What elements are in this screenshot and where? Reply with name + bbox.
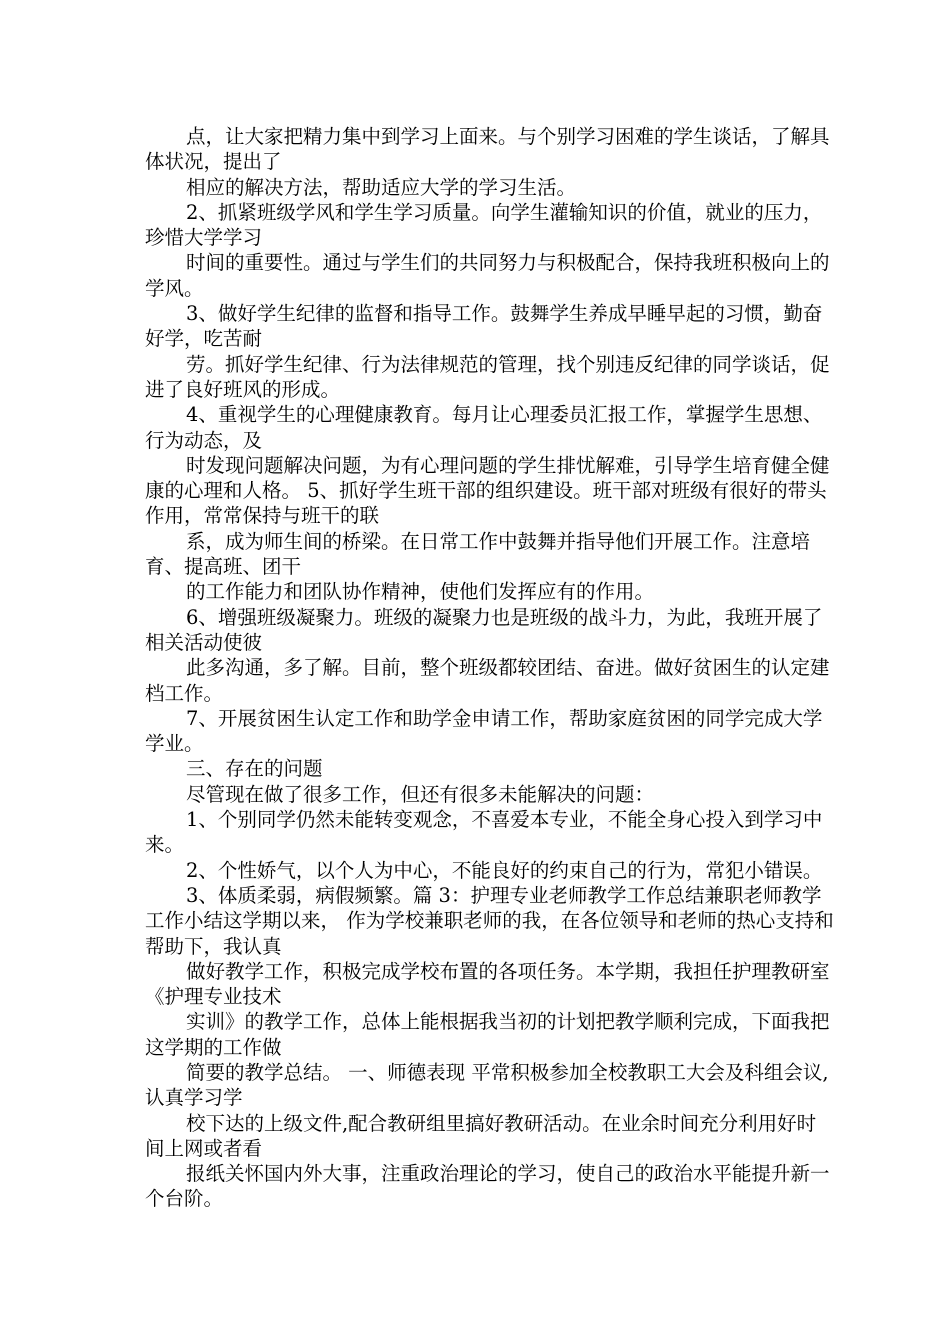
paragraph: 相应的解决方法，帮助适应大学的学习生活。: [185, 175, 576, 199]
paragraph: 6、增强班级凝聚力。班级的凝聚力也是班级的战斗力，为此，我班开展了相关活动使彼: [145, 605, 823, 654]
paragraph: 时间的重要性。通过与学生们的共同努力与积极配合，保持我班积极向上的学风。: [145, 251, 830, 300]
paragraph: 4、重视学生的心理健康教育。每月让心理委员汇报工作，掌握学生思想、行为动态，及: [145, 403, 823, 452]
paragraph: 此多沟通，多了解。目前，整个班级都较团结、奋进。做好贫困生的认定建档工作。: [145, 656, 830, 705]
paragraph: 实训》的教学工作，总体上能根据我当初的计划把教学顺利完成，下面我把这学期的工作做: [145, 1010, 830, 1059]
paragraph: 2、个性娇气，以个人为中心，不能良好的约束自己的行为，常犯小错误。: [185, 858, 823, 882]
paragraph: 3、体质柔弱，病假频繁。篇 3：护理专业老师教学工作总结兼职老师教学工作小结这学期以来， 作为学校兼职老师的我，在各位领导和老师的热心支持和帮助下，我认真: [145, 883, 834, 958]
paragraph: 7、开展贫困生认定工作和助学金申请工作，帮助家庭贫困的同学完成大学 学业。: [145, 706, 823, 756]
paragraph: 做好教学工作，积极完成学校布置的各项任务。本学期，我担任护理教研室《护理专业技术: [145, 959, 830, 1009]
paragraph: 校下达的上级文件,配合教研组里搞好教研活动。在业余时间充分利用好时间上网或者看: [145, 1111, 817, 1160]
paragraph: 劳。抓好学生纪律、行为法律规范的管理，找个别违反纪律的同学谈话，促进了良好班风的形成。: [145, 352, 830, 401]
paragraph: 点，让大家把精力集中到学习上面来。与个别学习困难的学生谈话，了解具体状况，提出了: [145, 125, 830, 174]
paragraph: 的工作能力和团队协作精神，使他们发挥应有的作用。: [185, 580, 654, 604]
paragraph: 简要的教学总结。 一、师德表现 平常积极参加全校教职工大会及科组会议,认真学习学: [145, 1060, 829, 1110]
paragraph: 1、个别同学仍然未能转变观念，不喜爱本专业，不能全身心投入到学习中来。: [145, 808, 823, 857]
paragraph: 系，成为师生间的桥梁。在日常工作中鼓舞并指导他们开展工作。注意培育、提高班、团干: [145, 529, 810, 579]
paragraph: 时发现问题解决问题，为有心理问题的学生排忧解难，引导学生培育健全健康的心理和人格。 5、抓好学生班干部的组织建设。班干部对班级有很好的带头作用，常常保持与班干的联: [145, 453, 830, 528]
paragraph: 3、做好学生纪律的监督和指导工作。鼓舞学生养成早睡早起的习惯，勤奋好学，吃苦耐: [145, 302, 823, 351]
paragraph: 2、抓紧班级学风和学生学习质量。向学生灌输知识的价值，就业的压力，珍惜大学学习: [145, 200, 823, 250]
paragraph: 尽管现在做了很多工作，但还有很多未能解决的问题：: [185, 782, 654, 806]
document-body: [145, 124, 835, 1212]
paragraph: 报纸关怀国内外大事，注重政治理论的学习，使自己的政治水平能提升新一个台阶。: [145, 1162, 830, 1211]
section-heading: 三、存在的问题: [185, 757, 323, 781]
